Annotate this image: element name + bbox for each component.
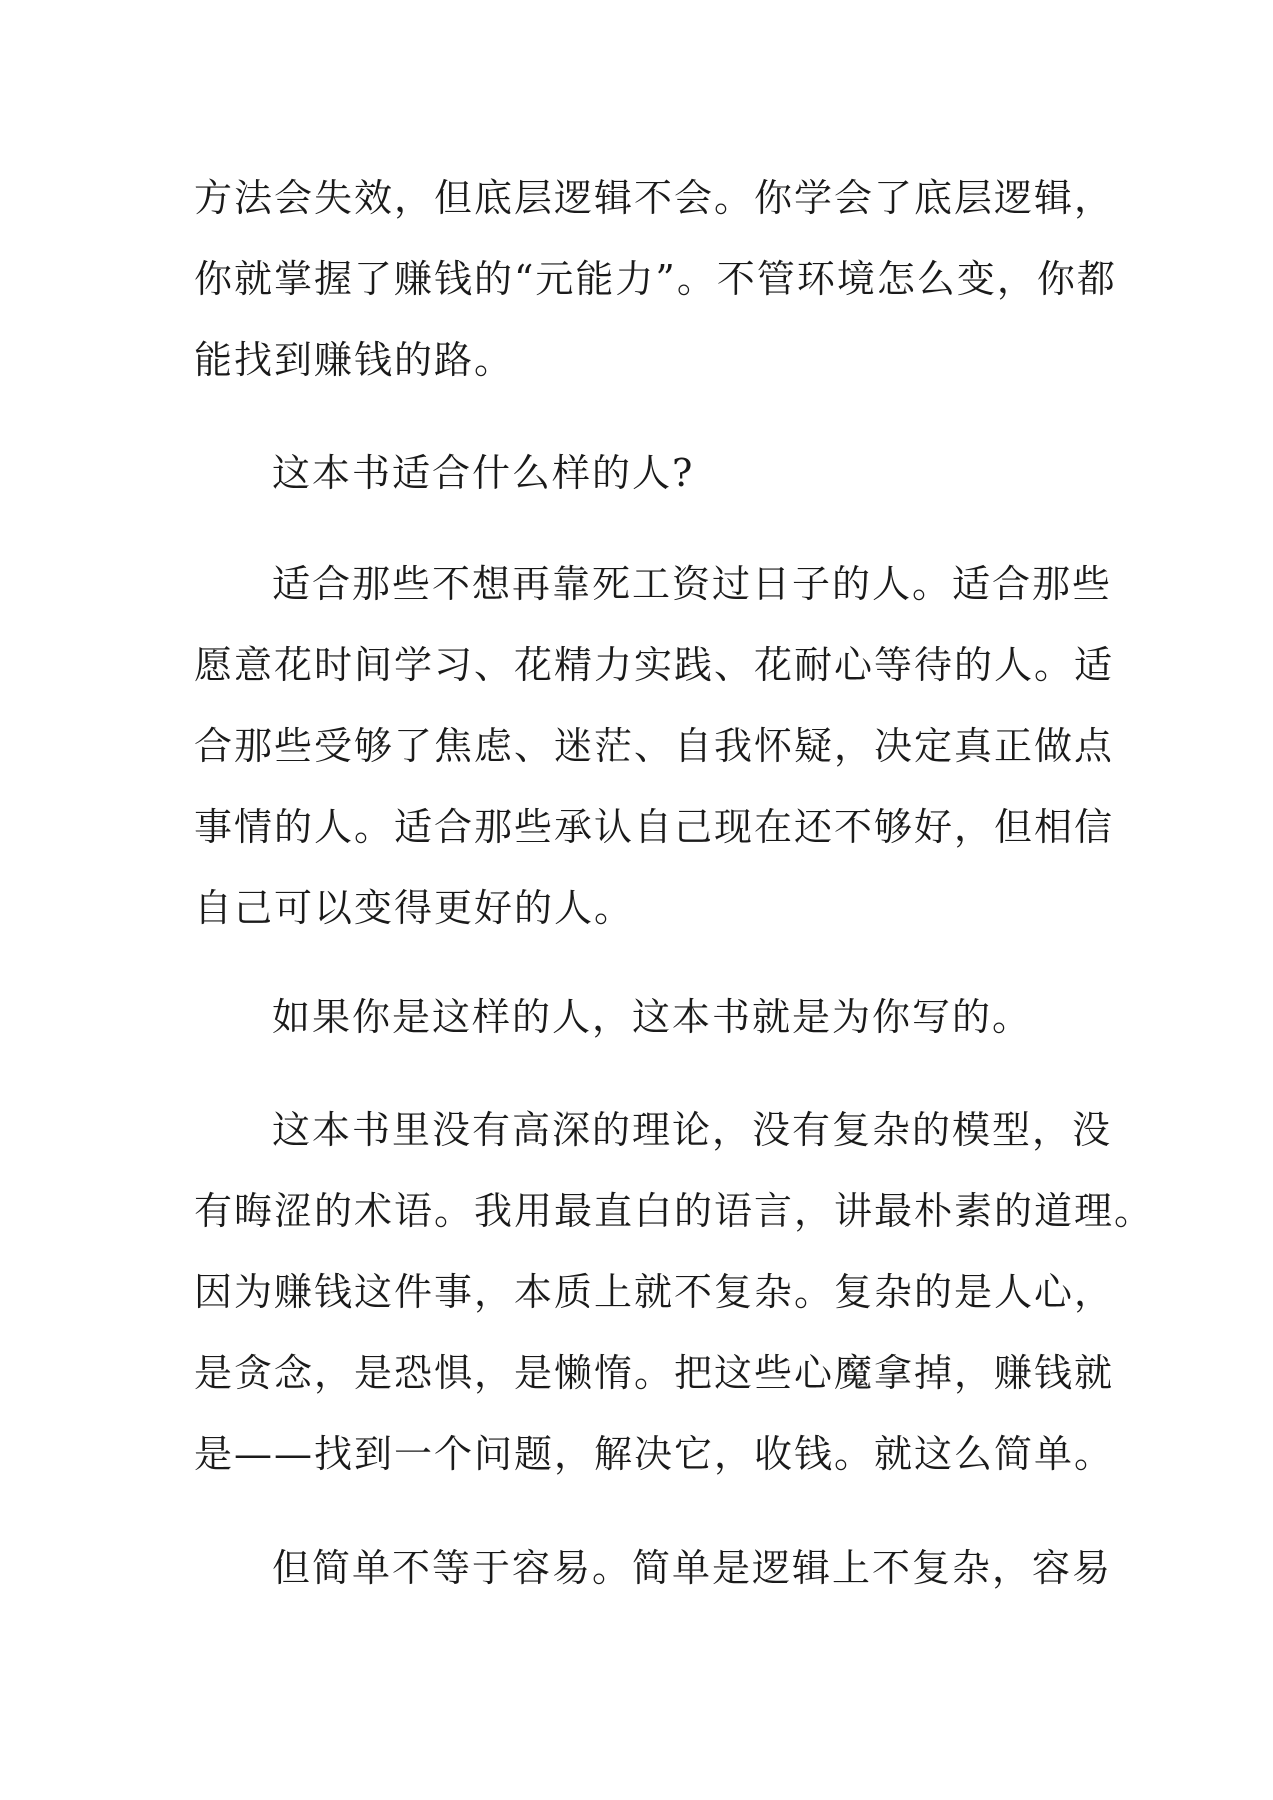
text-line: 自己可以变得更好的人。 bbox=[194, 886, 635, 930]
text-line: 合那些受够了焦虑、迷茫、自我怀疑，决定真正做点 bbox=[194, 724, 1115, 768]
text-line: 这本书里没有高深的理论，没有复杂的模型，没 bbox=[272, 1108, 1113, 1152]
text-line: 事情的人。适合那些承认自己现在还不够好，但相信 bbox=[194, 805, 1115, 849]
text-line: 是贪念，是恐惧，是懒惰。把这些心魔拿掉，赚钱就 bbox=[194, 1351, 1115, 1395]
text-line: 你就掌握了赚钱的“元能力”。不管环境怎么变，你都 bbox=[194, 257, 1117, 301]
text-line: 有晦涩的术语。我用最直白的语言，讲最朴素的道理。 bbox=[194, 1189, 1155, 1233]
text-line: 适合那些不想再靠死工资过日子的人。适合那些 bbox=[272, 562, 1113, 606]
section-question: 这本书适合什么样的人? bbox=[272, 451, 695, 495]
text-line: 但简单不等于容易。简单是逻辑上不复杂，容易 bbox=[272, 1546, 1113, 1590]
text-line: 因为赚钱这件事，本质上就不复杂。复杂的是人心， bbox=[194, 1270, 1115, 1314]
text-line: 愿意花时间学习、花精力实践、花耐心等待的人。适 bbox=[194, 643, 1115, 687]
text-line: 是——找到一个问题，解决它，收钱。就这么简单。 bbox=[194, 1432, 1115, 1476]
text-line: 能找到赚钱的路。 bbox=[194, 338, 515, 382]
text-line: 方法会失效，但底层逻辑不会。你学会了底层逻辑， bbox=[194, 176, 1115, 220]
text-line: 如果你是这样的人，这本书就是为你写的。 bbox=[272, 995, 1033, 1039]
